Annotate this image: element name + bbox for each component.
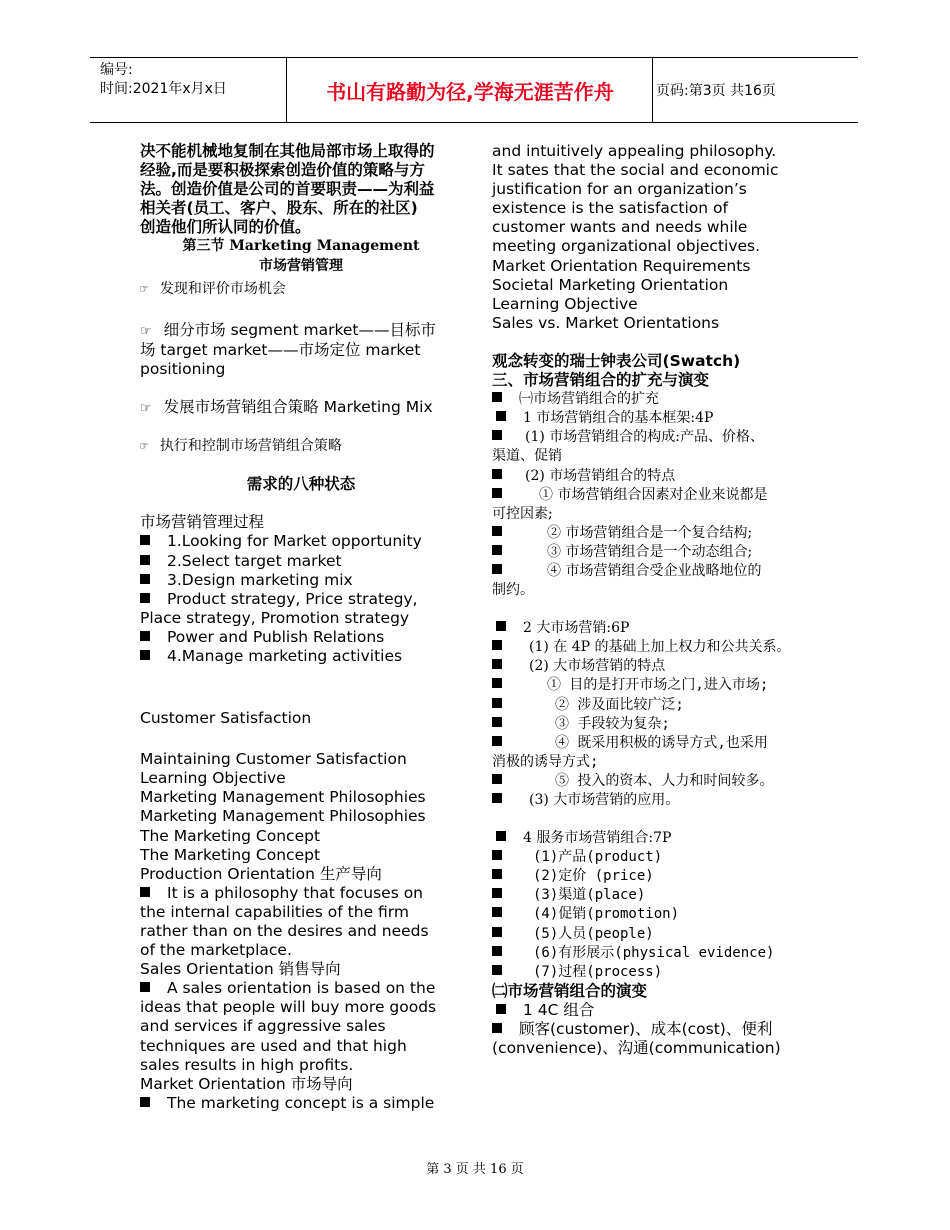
bullet-text: It is a philosophy that focuses on	[167, 883, 423, 902]
text-line: Learning Objective	[140, 769, 286, 788]
bullet-text: ① 市场营销组合因素对企业来说都是	[539, 486, 768, 503]
text-line: 渠道、促销	[492, 448, 562, 465]
bullet-text: 1 市场营销组合的基本框架:4P	[523, 410, 714, 427]
bullet-item	[492, 524, 822, 543]
bullet-icon	[492, 946, 502, 956]
bullet-item	[140, 552, 462, 571]
bullet-icon	[140, 535, 150, 545]
bullet-icon	[496, 1004, 506, 1014]
bullet-item	[492, 715, 822, 734]
bullet-icon	[492, 640, 502, 650]
bullet-text: (2)定价 (price)	[533, 868, 654, 885]
text-line: the internal capabilities of the firm	[140, 902, 409, 921]
bullet-text: 4 服务市场营销组合:7P	[523, 830, 672, 847]
bullet-icon	[496, 621, 506, 631]
bullet-icon	[140, 631, 150, 641]
bullet-icon	[140, 593, 150, 603]
process-title: 市场营销管理过程	[140, 513, 265, 532]
bullet-text: 3.Design marketing mix	[167, 570, 353, 589]
bullet-icon	[492, 888, 502, 898]
step-text: 执行和控制市场营销组合策略	[159, 438, 342, 455]
header-meta	[100, 61, 227, 99]
bullet-icon	[492, 774, 502, 784]
right-column	[492, 142, 822, 1058]
step-text: 细分市场 segment market——目标市	[163, 320, 437, 339]
text-line: 法。创造价值是公司的首要职责——为利益	[140, 180, 435, 199]
bullet-text: 4.Manage marketing activities	[167, 646, 403, 665]
bullet-item	[492, 867, 822, 886]
text-line: Maintaining Customer Satisfaction	[140, 750, 407, 769]
bullet-item	[140, 571, 462, 590]
text-line: existence is the satisfaction of	[492, 199, 728, 218]
text-line: Societal Marketing Orientation	[492, 275, 729, 294]
time-label: 时间:2021年x月x日	[100, 81, 227, 97]
bullet-icon	[140, 1097, 150, 1107]
bullet-icon	[140, 650, 150, 660]
bullet-icon	[492, 430, 502, 440]
bullet-item	[140, 647, 462, 666]
bullet-item	[492, 543, 822, 562]
text-line: Marketing Management Philosophies	[140, 807, 426, 826]
bullet-icon	[492, 1023, 502, 1033]
bullet-icon	[492, 793, 502, 803]
bullet-text: ② 涉及面比较广泛;	[555, 696, 684, 713]
text-line: The Marketing Concept	[140, 826, 321, 845]
bullet-icon	[496, 411, 506, 421]
pointing-hand-icon: ☞	[140, 281, 148, 297]
text-line: 制约。	[492, 582, 534, 599]
bullet-text: Place strategy, Promotion strategy	[140, 608, 410, 627]
bullet-text: ③ 手段较为复杂;	[555, 715, 670, 732]
bullet-icon	[492, 717, 502, 727]
bullet-icon	[492, 869, 502, 879]
bullet-icon	[492, 698, 502, 708]
bullet-text: (3) 大市场营销的应用。	[529, 792, 680, 808]
bullet-item	[492, 829, 822, 848]
bullet-text: (1) 市场营销组合的构成:产品、价格、	[525, 429, 764, 446]
header-divider	[652, 58, 653, 122]
bullet-item	[140, 628, 462, 647]
page-number-label: 页码:第3页 共16页	[656, 83, 776, 99]
bullet-item	[492, 848, 822, 867]
header-divider	[286, 58, 287, 122]
bullet-icon	[492, 469, 502, 479]
text-line: and intuitively appealing philosophy.	[492, 142, 777, 160]
bullet-item	[492, 925, 822, 944]
text-line: Sales vs. Market Orientations	[492, 313, 720, 332]
bullet-item	[492, 791, 822, 810]
bullet-text: ② 市场营销组合是一个复合结构;	[547, 524, 753, 541]
text-line: Market Orientation 市场导向	[140, 1074, 353, 1093]
text-line: justification for an organization’s	[492, 180, 747, 199]
bullet-text: (1)产品(product)	[533, 849, 663, 866]
header-table	[90, 57, 858, 123]
bullet-item	[140, 1094, 462, 1113]
bullet-item	[492, 638, 822, 657]
customer-satisfaction-heading: Customer Satisfaction	[140, 709, 312, 728]
bullet-item	[492, 657, 822, 676]
step-item	[140, 321, 462, 341]
bullet-item	[492, 428, 822, 447]
bullet-icon	[492, 659, 502, 669]
bullet-item	[492, 562, 822, 581]
bullet-text: 2 大市场营销:6P	[523, 620, 630, 637]
bullet-item	[140, 884, 462, 903]
text-line: sales results in high profits.	[140, 1055, 354, 1074]
bullet-item	[492, 944, 822, 963]
bullet-text: A sales orientation is based on the	[167, 979, 436, 998]
bullet-icon	[492, 907, 502, 917]
bullet-item	[492, 676, 822, 695]
text-line: meeting organizational objectives.	[492, 237, 761, 256]
bullet-text: ④ 既采用积极的诱导方式,也采用	[555, 734, 768, 751]
bullet-text: ㈠市场营销组合的扩充	[519, 391, 659, 408]
bullet-item	[140, 590, 462, 609]
bullet-text: ⑤ 投入的资本、人力和时间较多。	[555, 772, 774, 789]
bullet-icon	[496, 831, 506, 841]
text-line: Sales Orientation 销售导向	[140, 960, 341, 979]
bullet-text: ④ 市场营销组合受企业战略地位的	[547, 562, 762, 579]
text-line: 可控因素;	[492, 505, 553, 522]
bullet-item	[492, 963, 822, 982]
bullet-text: (5)人员(people)	[533, 925, 654, 942]
page-footer: 第 3 页 共 16 页	[426, 1162, 524, 1177]
bullet-item	[492, 467, 822, 486]
bullet-item	[140, 979, 462, 998]
text-line: 相关者(员工、客户、股东、所在的社区)	[140, 199, 418, 218]
header-motto: 书山有路勤为径,学海无涯苦作舟	[326, 80, 614, 104]
bullet-text: (6)有形展示(physical evidence)	[533, 944, 775, 961]
bullet-icon	[492, 927, 502, 937]
step-item	[140, 437, 462, 456]
bullet-text: ① 目的是打开市场之门,进入市场;	[547, 677, 769, 694]
bullet-text: ③ 市场营销组合是一个动态组合;	[547, 543, 753, 560]
bullet-icon	[140, 574, 150, 584]
bullet-icon	[492, 564, 502, 574]
step-item	[140, 280, 462, 299]
text-line: techniques are used and that high	[140, 1036, 407, 1055]
bullet-icon	[492, 545, 502, 555]
bullet-item	[140, 532, 462, 551]
bullet-icon	[492, 736, 502, 746]
bullet-icon	[492, 392, 502, 402]
text-line: Learning Objective	[492, 294, 638, 313]
text-line: of the marketplace.	[140, 941, 292, 960]
bullet-item	[492, 1001, 822, 1020]
step-text: positioning	[140, 359, 226, 378]
bullet-item	[492, 772, 822, 791]
bullet-item	[492, 409, 822, 428]
bullet-text: (3)渠道(place)	[533, 887, 646, 904]
section-heading: 三、市场营销组合的扩充与演变	[492, 371, 710, 390]
bullet-text: Power and Publish Relations	[167, 627, 385, 646]
text-line: 经验,而是要积极探索创造价值的策略与方	[140, 161, 425, 180]
text-line: ideas that people will buy more goods	[140, 998, 437, 1017]
step-item	[140, 398, 462, 418]
bullet-item	[492, 734, 822, 753]
bullet-item	[492, 619, 822, 638]
bullet-text: The marketing concept is a simple	[167, 1093, 435, 1112]
section-subtitle: 市场营销管理	[259, 257, 343, 274]
bullet-icon	[492, 488, 502, 498]
text-line: Production Orientation 生产导向	[140, 864, 382, 883]
bullet-text: (4)促销(promotion)	[533, 906, 680, 923]
text-line: Market Orientation Requirements	[492, 256, 751, 275]
pointing-hand-icon: ☞	[140, 439, 148, 455]
bullet-text: (2) 市场营销组合的特点	[525, 467, 676, 484]
bullet-item	[492, 486, 822, 505]
text-line: 创造他们所认同的价值。	[140, 218, 311, 237]
bullet-text: (2) 大市场营销的特点	[529, 658, 666, 675]
serial-label: 编号:	[100, 62, 133, 78]
bullet-icon	[140, 887, 150, 897]
bullet-item	[492, 886, 822, 905]
bullet-icon	[140, 982, 150, 992]
bullet-icon	[492, 526, 502, 536]
step-text: 发展市场营销组合策略 Marketing Mix	[163, 398, 433, 417]
text-line: Marketing Management Philosophies	[140, 788, 426, 807]
eight-states-heading: 需求的八种状态	[246, 475, 356, 494]
step-text: 场 target market——市场定位 market	[140, 340, 421, 359]
pointing-hand-icon: ☞	[140, 323, 152, 339]
step-text: 发现和评价市场机会	[159, 280, 286, 297]
bullet-item	[492, 1020, 822, 1039]
left-column	[140, 142, 462, 1113]
section-title: 第三节 Marketing Management	[182, 238, 420, 255]
bullet-icon	[492, 678, 502, 688]
swatch-heading: 观念转变的瑞士钟表公司(Swatch)	[492, 351, 741, 370]
text-line: (convenience)、沟通(communication)	[492, 1039, 781, 1058]
text-line: rather than on the desires and needs	[140, 922, 429, 940]
text-line: It sates that the social and economic	[492, 161, 779, 180]
bullet-text: 1.Looking for Market opportunity	[167, 532, 422, 551]
bullet-item	[492, 696, 822, 715]
bullet-item	[492, 905, 822, 924]
bullet-text: (1) 在 4P 的基础上加上权力和公共关系。	[529, 639, 791, 656]
bullet-icon	[492, 965, 502, 975]
bullet-text: 顾客(customer)、成本(cost)、便利	[519, 1020, 773, 1039]
bullet-text: 2.Select target market	[167, 551, 342, 570]
text-line: customer wants and needs while	[492, 218, 748, 237]
pointing-hand-icon: ☞	[140, 401, 152, 417]
bullet-item	[492, 390, 822, 409]
bullet-text: (7)过程(process)	[533, 963, 663, 980]
text-line: 决不能机械地复制在其他局部市场上取得的	[140, 142, 435, 160]
bullet-icon	[492, 850, 502, 860]
section-heading: ㈡市场营销组合的演变	[492, 981, 648, 1000]
text-line: and services if aggressive sales	[140, 1017, 386, 1036]
bullet-text: 1 4C 组合	[523, 1000, 595, 1019]
bullet-text: Product strategy, Price strategy,	[167, 589, 418, 608]
intro-paragraph	[140, 142, 462, 237]
bullet-icon	[140, 555, 150, 565]
text-line: The Marketing Concept	[140, 845, 321, 864]
text-line: 消极的诱导方式;	[492, 753, 599, 770]
